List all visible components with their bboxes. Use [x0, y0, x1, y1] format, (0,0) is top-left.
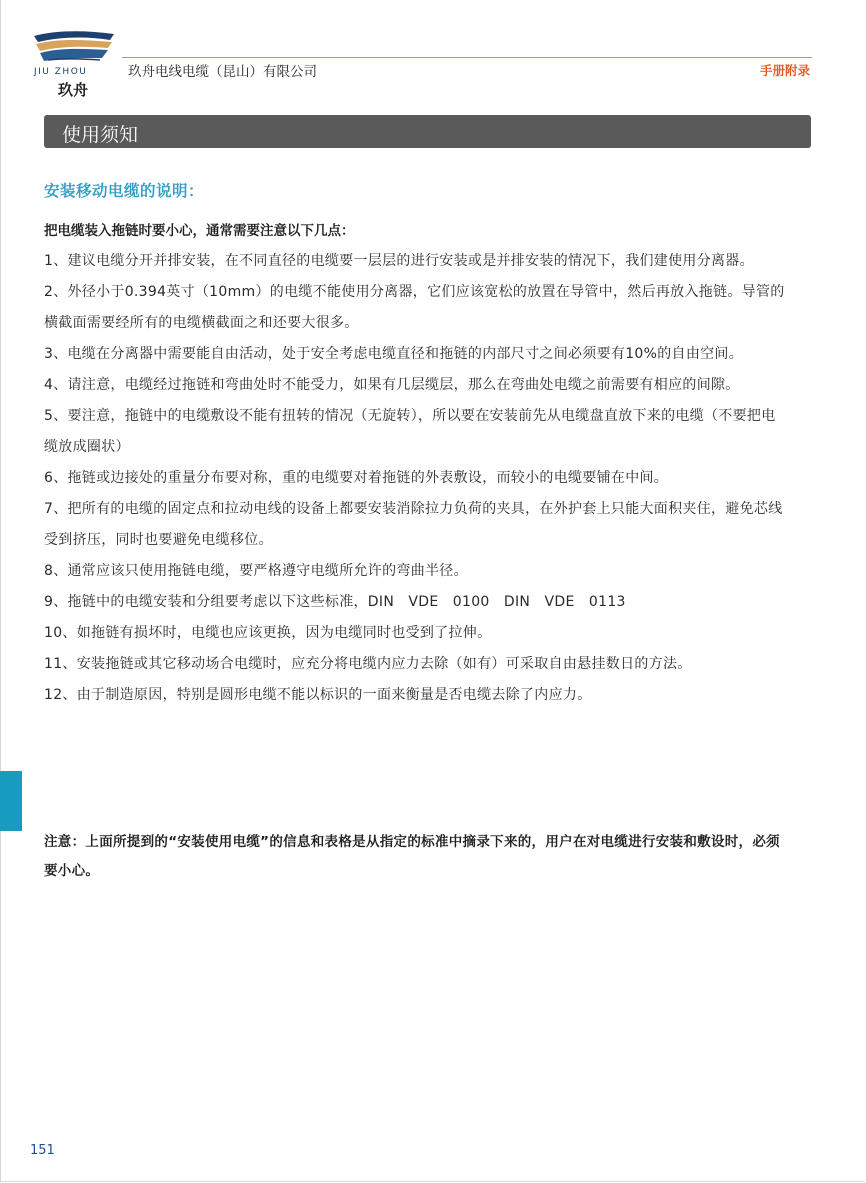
company-name: 玖舟电线电缆（昆山）有限公司	[128, 64, 317, 80]
boat-logo-icon	[30, 28, 120, 70]
side-tab-marker	[0, 771, 22, 831]
note-paragraph: 注意：上面所提到的“安装使用电缆”的信息和表格是从指定的标准中摘录下来的，用户在对电缆进行安装和敷设时，必须要小心。	[44, 834, 780, 879]
list-item: 4、请注意，电缆经过拖链和弯曲处时不能受力，如果有几层缆层，那么在弯曲处电缆之前需要有相应的间隙。	[44, 377, 740, 393]
content-subheading: 安装移动电缆的说明：	[44, 182, 205, 200]
instruction-list	[44, 246, 786, 711]
logo-chinese-text: 玖舟	[58, 81, 89, 99]
list-item: 10、如拖链有损坏时，电缆也应该更换，因为电缆同时也受到了拉伸。	[44, 625, 492, 641]
list-item: 9、拖链中的电缆安装和分组要考虑以下这些标准，DIN VDE 0100 DIN VDE 0113	[44, 594, 626, 610]
content-intro: 把电缆装入拖链时要小心，通常需要注意以下几点：	[44, 223, 355, 239]
section-header-bar	[44, 115, 811, 148]
company-logo	[30, 28, 120, 98]
logo-english-text: JIU ZHOU	[34, 67, 88, 77]
list-item: 6、拖链或边接处的重量分布要对称，重的电缆要对着拖链的外表敷设，而较小的电缆要铺在中间。	[44, 470, 669, 486]
list-item: 5、要注意，拖链中的电缆敷设不能有扭转的情况（无旋转），所以要在安装前先从电缆盘直放下来的电缆（不要把电缆放成圈状）	[44, 408, 776, 455]
list-item: 11、安装拖链或其它移动场合电缆时，应充分将电缆内应力去除（如有）可采取自由悬挂数日的方法。	[44, 656, 692, 672]
list-item: 2、外径小于0.394英寸（10mm）的电缆不能使用分离器，它们应该宽松的放置在导管中，然后再放入拖链。导管的横截面需要经所有的电缆横截面之和还要大很多。	[44, 284, 785, 331]
list-item: 3、电缆在分离器中需要能自由活动，处于安全考虑电缆直径和拖链的内部尺寸之间必须要有10%的自由空间。	[44, 346, 744, 362]
list-item: 8、通常应该只使用拖链电缆，要严格遵守电缆所允许的弯曲半径。	[44, 563, 468, 579]
appendix-label: 手册附录	[759, 63, 810, 78]
page-number: 151	[30, 1143, 55, 1158]
list-item: 1、建议电缆分开并排安装，在不同直径的电缆要一层层的进行安装或是并排安装的情况下，我们建使用分离器。	[44, 253, 754, 269]
header-rule	[122, 57, 812, 58]
section-title: 使用须知	[62, 124, 139, 146]
list-item: 12、由于制造原因，特别是圆形电缆不能以标识的一面来衡量是否电缆去除了内应力。	[44, 687, 592, 703]
list-item: 7、把所有的电缆的固定点和拉动电线的设备上都要安装消除拉力负荷的夹具，在外护套上只能大面积夹住，避免芯线受到挤压，同时也要避免电缆移位。	[44, 501, 783, 548]
